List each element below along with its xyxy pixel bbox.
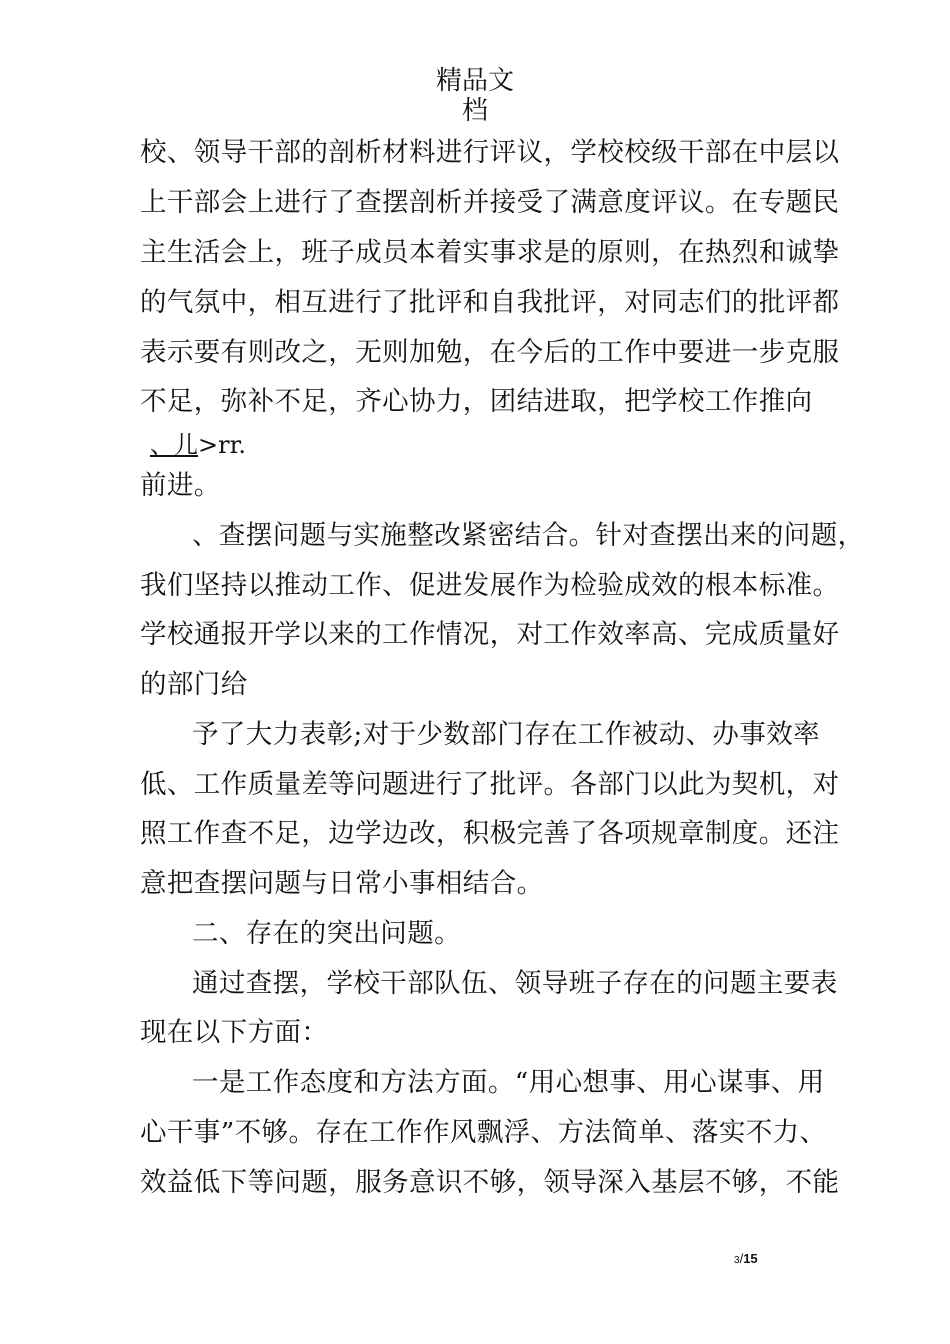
- body-line: 主生活会上，班子成员本着实事求是的原则，在热烈和诚挚: [140, 237, 840, 268]
- body-line: 的气氛中，相互进行了批评和自我批评，对同志们的批评都: [140, 287, 840, 318]
- body-line: 意把查摆问题与日常小事相结合。: [140, 868, 544, 899]
- body-line: 通过查摆，学校干部队伍、领导班子存在的问题主要表: [192, 968, 838, 999]
- body-line: 的部门给: [140, 669, 248, 700]
- header-title-line-1: 精品文: [435, 66, 514, 96]
- page-total: 15: [743, 1251, 758, 1266]
- section-heading: 二、存在的突出问题。: [192, 918, 461, 949]
- body-line: 、查摆问题与实施整改紧密结合。针对查摆出来的问题，: [192, 520, 865, 551]
- body-line: 予了大力表彰;对于少数部门存在工作被动、办事效率: [192, 719, 821, 750]
- body-line: 前进。: [140, 470, 221, 501]
- body-line: 一是工作态度和方法方面。“用心想事、用心谋事、用: [192, 1067, 825, 1098]
- page-number: [734, 1251, 758, 1269]
- body-line: 心干事”不够。存在工作作风飘浮、方法简单、落实不力、: [140, 1117, 827, 1148]
- scan-artifact-rest: >rr.: [198, 431, 247, 459]
- body-line: 表示要有则改之，无则加勉，在今后的工作中要进一步克服: [140, 337, 840, 368]
- page-separator: /: [739, 1251, 744, 1266]
- body-line: 效益低下等问题，服务意识不够，领导深入基层不够，不能: [140, 1167, 840, 1198]
- body-line: 低、工作质量差等问题进行了批评。各部门以此为契机，对: [140, 769, 840, 800]
- page-current: 3: [734, 1255, 740, 1266]
- header-title-line-2: 档: [461, 96, 488, 126]
- body-line: 我们坚持以推动工作、促进发展作为检验成效的根本标准。: [140, 570, 840, 601]
- scan-artifact-underlined: 、儿: [150, 431, 198, 459]
- body-line: 不足，弥补不足，齐心协力，团结进取，把学校工作推向: [140, 386, 813, 417]
- body-line: 校、领导干部的剖析材料进行评议，学校校级干部在中层以: [140, 137, 840, 168]
- body-line: 照工作查不足，边学边改，积极完善了各项规章制度。还注: [140, 818, 840, 849]
- scan-artifact-text: [150, 430, 246, 460]
- body-line: 上干部会上进行了查摆剖析并接受了满意度评议。在专题民: [140, 187, 840, 218]
- body-line: 学校通报开学以来的工作情况，对工作效率高、完成质量好: [140, 619, 840, 650]
- body-line: 现在以下方面：: [140, 1017, 329, 1048]
